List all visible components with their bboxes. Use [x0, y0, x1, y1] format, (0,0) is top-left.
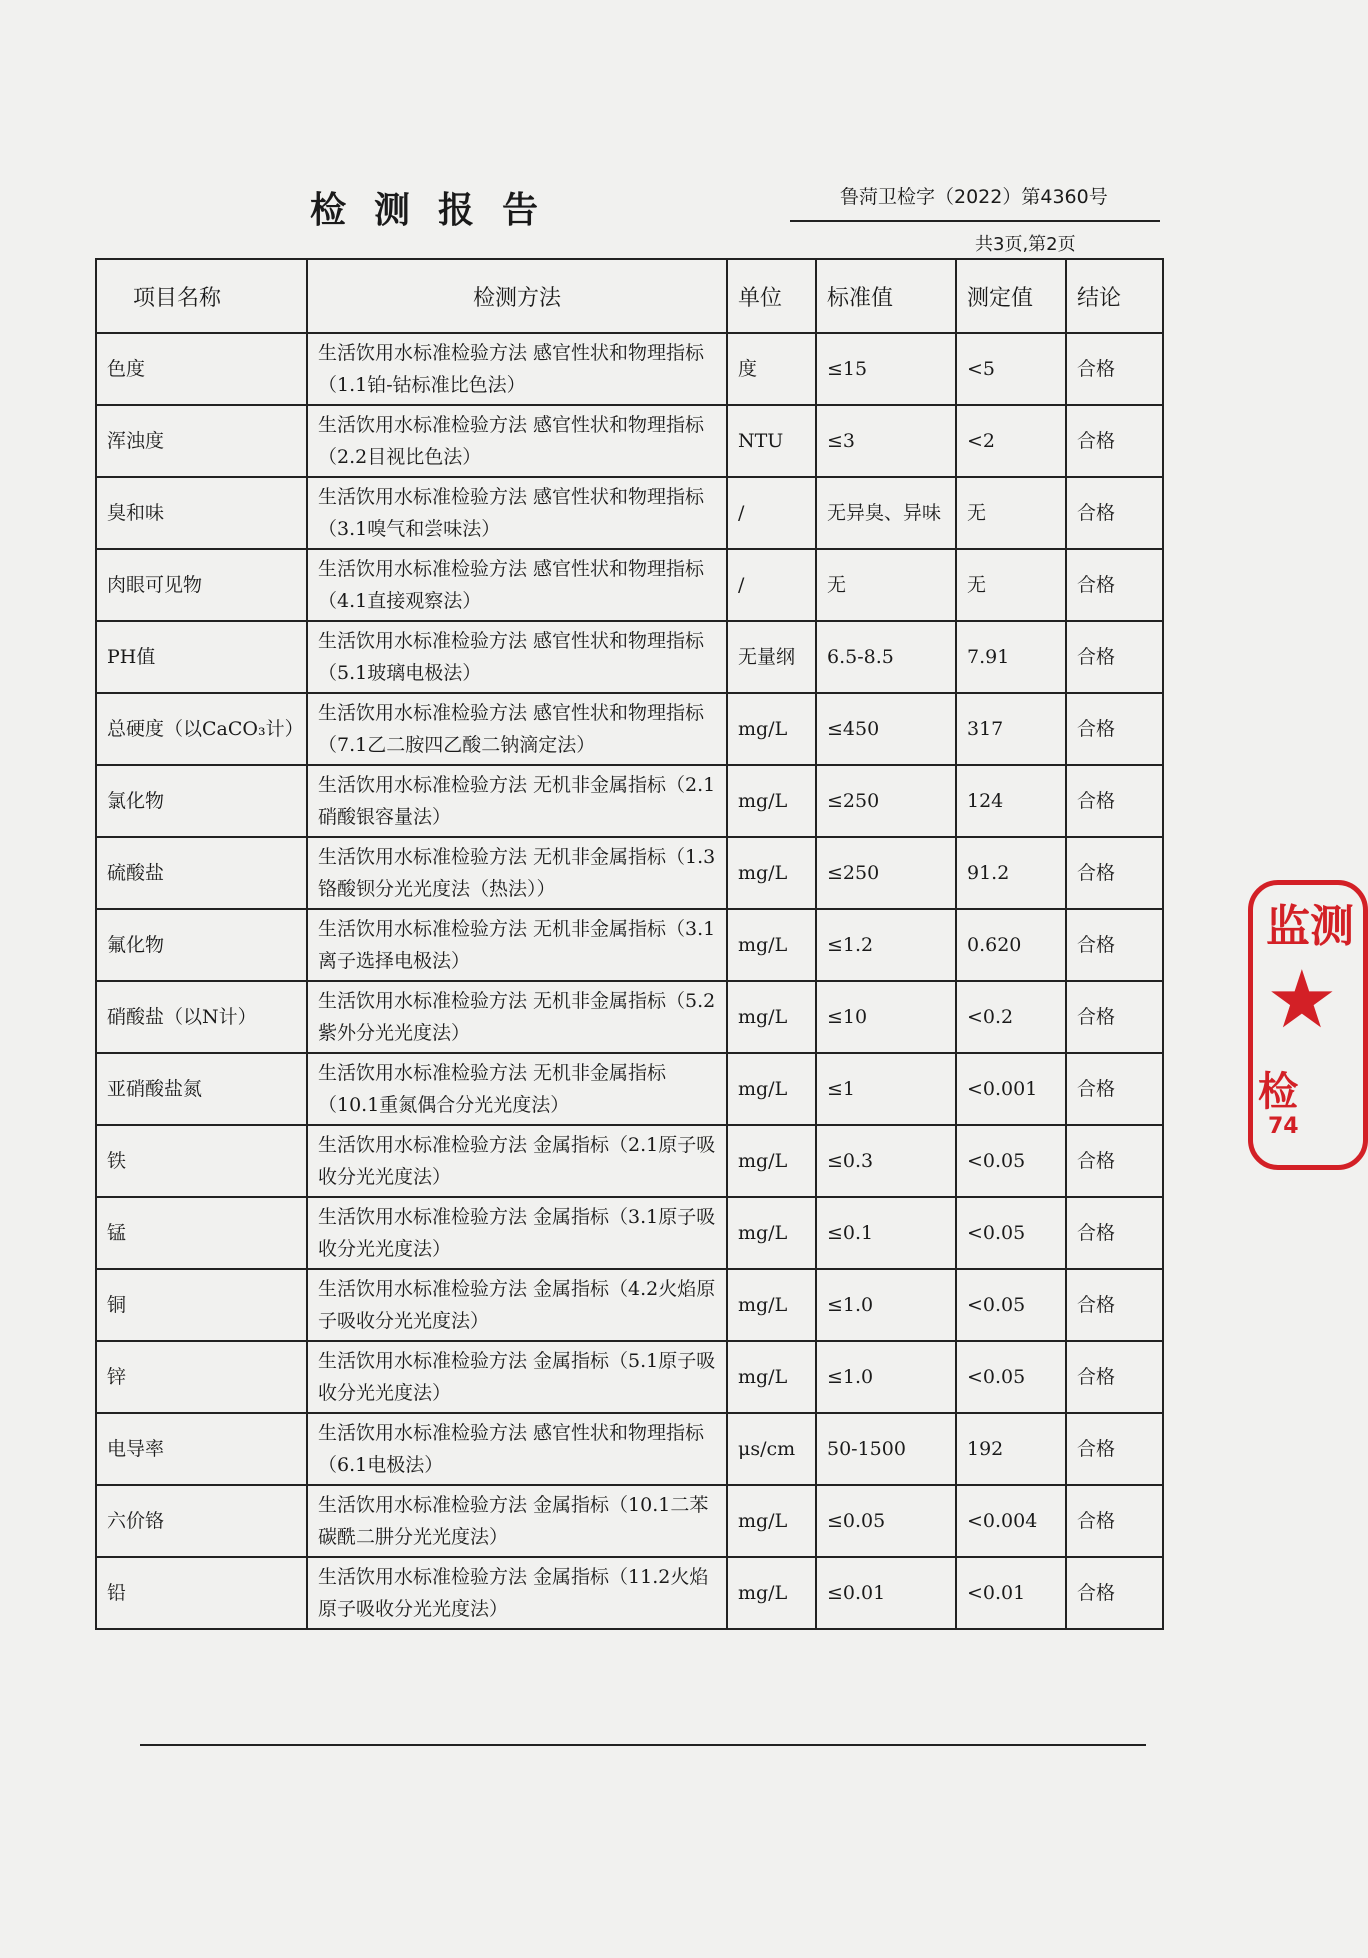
- cell-item-name: 总硬度（以CaCO₃计）: [96, 693, 307, 765]
- table-row: [96, 477, 1163, 549]
- cell-standard: ≤1: [816, 1053, 956, 1125]
- table-row: [96, 981, 1163, 1053]
- cell-measured: 91.2: [956, 837, 1066, 909]
- cell-item-name: 色度: [96, 333, 307, 405]
- cell-method: 生活饮用水标准检验方法 无机非金属指标（10.1重氮偶合分光光度法）: [307, 1053, 727, 1125]
- cell-conclusion: 合格: [1066, 477, 1163, 549]
- seal-code: 74: [1268, 1114, 1299, 1139]
- cell-conclusion: 合格: [1066, 693, 1163, 765]
- cell-measured: <0.004: [956, 1485, 1066, 1557]
- cell-measured: <0.05: [956, 1269, 1066, 1341]
- cell-item-name: 铁: [96, 1125, 307, 1197]
- cell-unit: mg/L: [727, 1053, 816, 1125]
- table-row: [96, 1557, 1163, 1629]
- cell-unit: 度: [727, 333, 816, 405]
- cell-method: 生活饮用水标准检验方法 无机非金属指标（5.2紫外分光光度法）: [307, 981, 727, 1053]
- table-row: [96, 333, 1163, 405]
- cell-standard: 6.5-8.5: [816, 621, 956, 693]
- cell-measured: 无: [956, 477, 1066, 549]
- table-row: [96, 549, 1163, 621]
- cell-conclusion: 合格: [1066, 549, 1163, 621]
- cell-standard: ≤1.2: [816, 909, 956, 981]
- cell-conclusion: 合格: [1066, 1341, 1163, 1413]
- cell-item-name: 氯化物: [96, 765, 307, 837]
- cell-unit: mg/L: [727, 837, 816, 909]
- cell-measured: 无: [956, 549, 1066, 621]
- cell-conclusion: 合格: [1066, 909, 1163, 981]
- cell-measured: <0.2: [956, 981, 1066, 1053]
- cell-item-name: 锌: [96, 1341, 307, 1413]
- cell-standard: ≤450: [816, 693, 956, 765]
- page-info: 共3页,第2页: [975, 234, 1076, 255]
- cell-method: 生活饮用水标准检验方法 感官性状和物理指标（5.1玻璃电极法）: [307, 621, 727, 693]
- col-header-measured: 测定值: [956, 259, 1066, 333]
- cell-unit: NTU: [727, 405, 816, 477]
- cell-unit: 无量纲: [727, 621, 816, 693]
- cell-item-name: 铜: [96, 1269, 307, 1341]
- table-row: [96, 1125, 1163, 1197]
- official-seal: [1248, 880, 1358, 1160]
- cell-item-name: 亚硝酸盐氮: [96, 1053, 307, 1125]
- cell-measured: 124: [956, 765, 1066, 837]
- cell-method: 生活饮用水标准检验方法 金属指标（11.2火焰原子吸收分光光度法）: [307, 1557, 727, 1629]
- cell-unit: mg/L: [727, 981, 816, 1053]
- table-row: [96, 1485, 1163, 1557]
- cell-standard: ≤1.0: [816, 1269, 956, 1341]
- cell-standard: ≤0.05: [816, 1485, 956, 1557]
- cell-standard: ≤1.0: [816, 1341, 956, 1413]
- cell-conclusion: 合格: [1066, 1197, 1163, 1269]
- inspection-table: [95, 258, 1164, 1630]
- col-header-conclusion: 结论: [1066, 259, 1163, 333]
- cell-standard: ≤250: [816, 765, 956, 837]
- cell-method: 生活饮用水标准检验方法 无机非金属指标（2.1硝酸银容量法）: [307, 765, 727, 837]
- cell-item-name: 硝酸盐（以N计）: [96, 981, 307, 1053]
- cell-unit: mg/L: [727, 1269, 816, 1341]
- col-header-item-name: 项目名称: [96, 259, 307, 333]
- cell-item-name: 氟化物: [96, 909, 307, 981]
- star-icon: ★: [1266, 953, 1338, 1046]
- cell-conclusion: 合格: [1066, 765, 1163, 837]
- cell-conclusion: 合格: [1066, 405, 1163, 477]
- cell-standard: 无: [816, 549, 956, 621]
- cell-unit: μs/cm: [727, 1413, 816, 1485]
- cell-conclusion: 合格: [1066, 1053, 1163, 1125]
- cell-method: 生活饮用水标准检验方法 金属指标（4.2火焰原子吸收分光光度法）: [307, 1269, 727, 1341]
- cell-measured: <5: [956, 333, 1066, 405]
- cell-item-name: 臭和味: [96, 477, 307, 549]
- cell-unit: /: [727, 477, 816, 549]
- cell-method: 生活饮用水标准检验方法 金属指标（5.1原子吸收分光光度法）: [307, 1341, 727, 1413]
- cell-item-name: 六价铬: [96, 1485, 307, 1557]
- table-row: [96, 1341, 1163, 1413]
- col-header-method: 检测方法: [307, 259, 727, 333]
- cell-method: 生活饮用水标准检验方法 感官性状和物理指标（4.1直接观察法）: [307, 549, 727, 621]
- cell-conclusion: 合格: [1066, 1125, 1163, 1197]
- cell-item-name: 锰: [96, 1197, 307, 1269]
- cell-standard: ≤0.3: [816, 1125, 956, 1197]
- table-row: [96, 1413, 1163, 1485]
- cell-measured: <0.001: [956, 1053, 1066, 1125]
- col-header-unit: 单位: [727, 259, 816, 333]
- cell-unit: mg/L: [727, 1557, 816, 1629]
- cell-conclusion: 合格: [1066, 621, 1163, 693]
- table-row: [96, 1269, 1163, 1341]
- header-divider: [790, 220, 1160, 222]
- cell-measured: 317: [956, 693, 1066, 765]
- cell-method: 生活饮用水标准检验方法 感官性状和物理指标（2.2目视比色法）: [307, 405, 727, 477]
- table-row: [96, 693, 1163, 765]
- report-title: 检测报告: [310, 190, 567, 231]
- cell-method: 生活饮用水标准检验方法 无机非金属指标（3.1离子选择电极法）: [307, 909, 727, 981]
- cell-conclusion: 合格: [1066, 837, 1163, 909]
- cell-measured: 7.91: [956, 621, 1066, 693]
- table-row: [96, 909, 1163, 981]
- cell-unit: mg/L: [727, 1197, 816, 1269]
- bottom-divider: [140, 1744, 1146, 1746]
- cell-item-name: 硫酸盐: [96, 837, 307, 909]
- cell-item-name: 浑浊度: [96, 405, 307, 477]
- table-header-row: [96, 259, 1163, 333]
- report-number: 鲁菏卫检字（2022）第4360号: [840, 186, 1108, 208]
- table-row: [96, 1197, 1163, 1269]
- cell-conclusion: 合格: [1066, 1413, 1163, 1485]
- table-row: [96, 621, 1163, 693]
- cell-method: 生活饮用水标准检验方法 金属指标（10.1二苯碳酰二肼分光光度法）: [307, 1485, 727, 1557]
- cell-standard: ≤0.1: [816, 1197, 956, 1269]
- cell-measured: <0.05: [956, 1125, 1066, 1197]
- cell-method: 生活饮用水标准检验方法 感官性状和物理指标（1.1铂-钴标准比色法）: [307, 333, 727, 405]
- cell-method: 生活饮用水标准检验方法 感官性状和物理指标（6.1电极法）: [307, 1413, 727, 1485]
- cell-standard: ≤250: [816, 837, 956, 909]
- cell-standard: ≤0.01: [816, 1557, 956, 1629]
- cell-unit: mg/L: [727, 765, 816, 837]
- cell-standard: 50-1500: [816, 1413, 956, 1485]
- cell-measured: <0.01: [956, 1557, 1066, 1629]
- cell-standard: ≤15: [816, 333, 956, 405]
- cell-method: 生活饮用水标准检验方法 感官性状和物理指标（7.1乙二胺四乙酸二钠滴定法）: [307, 693, 727, 765]
- cell-conclusion: 合格: [1066, 1485, 1163, 1557]
- seal-text-bottom: 检: [1258, 1069, 1298, 1115]
- cell-unit: /: [727, 549, 816, 621]
- cell-unit: mg/L: [727, 693, 816, 765]
- table-row: [96, 837, 1163, 909]
- cell-method: 生活饮用水标准检验方法 感官性状和物理指标（3.1嗅气和尝味法）: [307, 477, 727, 549]
- cell-measured: 0.620: [956, 909, 1066, 981]
- cell-method: 生活饮用水标准检验方法 金属指标（3.1原子吸收分光光度法）: [307, 1197, 727, 1269]
- cell-conclusion: 合格: [1066, 981, 1163, 1053]
- cell-measured: <2: [956, 405, 1066, 477]
- cell-measured: 192: [956, 1413, 1066, 1485]
- cell-unit: mg/L: [727, 909, 816, 981]
- cell-item-name: 铅: [96, 1557, 307, 1629]
- cell-conclusion: 合格: [1066, 1557, 1163, 1629]
- cell-standard: ≤10: [816, 981, 956, 1053]
- table-row: [96, 765, 1163, 837]
- cell-standard: ≤3: [816, 405, 956, 477]
- cell-unit: mg/L: [727, 1485, 816, 1557]
- cell-conclusion: 合格: [1066, 1269, 1163, 1341]
- cell-unit: mg/L: [727, 1125, 816, 1197]
- cell-conclusion: 合格: [1066, 333, 1163, 405]
- cell-standard: 无异臭、异味: [816, 477, 956, 549]
- cell-unit: mg/L: [727, 1341, 816, 1413]
- cell-measured: <0.05: [956, 1197, 1066, 1269]
- table-row: [96, 405, 1163, 477]
- cell-item-name: PH值: [96, 621, 307, 693]
- seal-text-top: 监测: [1266, 901, 1354, 952]
- cell-method: 生活饮用水标准检验方法 无机非金属指标（1.3铬酸钡分光光度法（热法））: [307, 837, 727, 909]
- table-row: [96, 1053, 1163, 1125]
- cell-item-name: 肉眼可见物: [96, 549, 307, 621]
- cell-item-name: 电导率: [96, 1413, 307, 1485]
- cell-measured: <0.05: [956, 1341, 1066, 1413]
- cell-method: 生活饮用水标准检验方法 金属指标（2.1原子吸收分光光度法）: [307, 1125, 727, 1197]
- col-header-standard: 标准值: [816, 259, 956, 333]
